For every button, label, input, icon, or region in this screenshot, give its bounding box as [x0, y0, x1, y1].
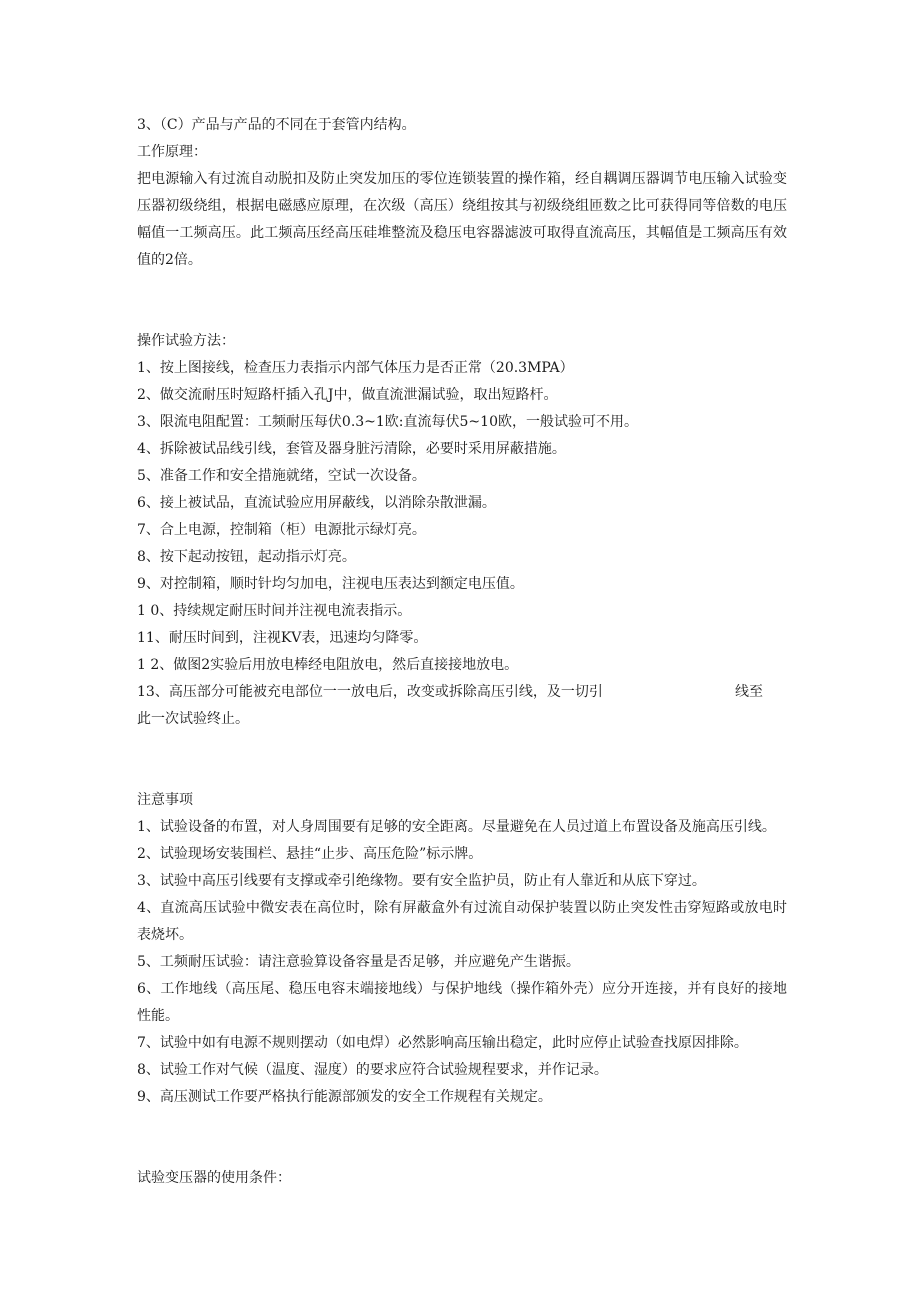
operation-item-13	[137, 679, 787, 706]
notes-item-4: 4、直流高压试验中微安表在高位时，除有屏蔽盒外有过流自动保护装置以防止突发性击穿短路或放电时表烧坏。	[137, 900, 787, 943]
spacer	[137, 733, 787, 760]
notes-item-3: 3、试验中高压引线要有支撑或牵引绝缘物。要有安全监护员，防止有人靠近和从底下穿过。	[137, 873, 706, 889]
document-page	[137, 112, 787, 1192]
operation-item-1: 1、按上图接线，检查压力表指示内部气体压力是否正常（20.3MPA）	[137, 360, 574, 376]
usage-heading: 试验变压器的使用条件：	[137, 1170, 291, 1186]
spacer	[137, 1111, 787, 1138]
notes-item-1: 1、试验设备的布置，对人身周围要有足够的安全距离。尽量避免在人员过道上布置设备及施高压引线。	[137, 819, 776, 835]
notes-item-7: 7、试验中如有电源不规则摆动（如电焊）必然影响高压输出稳定，此时应停止试验查找原因排除。	[137, 1035, 748, 1051]
operation-item-13-continuation: 此一次试验终止。	[137, 711, 249, 727]
spacer	[137, 274, 787, 301]
operation-item-10: 1 0、持续规定耐压时间并注视电流表指示。	[137, 603, 412, 619]
operation-item-13-tail: 线至	[735, 684, 763, 700]
principle-heading: 工作原理：	[137, 144, 207, 160]
notes-item-8: 8、试验工作对气候（温度、湿度）的要求应符合试验规程要求，并作记录。	[137, 1062, 608, 1078]
spacer	[137, 760, 787, 787]
operation-item-8: 8、按下起动按钮，起动指示灯亮。	[137, 549, 356, 565]
operation-item-9: 9、对控制箱，顺时针均匀加电，注视电压表达到额定电压值。	[137, 576, 524, 592]
operation-item-11: 11、耐压时间到，注视KV表，迅速均匀降零。	[137, 630, 428, 646]
notes-item-5: 5、工频耐压试验：请注意验算设备容量是否足够，并应避免产生谐振。	[137, 954, 580, 970]
notes-item-6: 6、工作地线（高压尾、稳压电容末端接地线）与保护地线（操作箱外壳）应分开连接，并有良好的接地性能。	[137, 981, 787, 1024]
operation-heading: 操作试验方法：	[137, 333, 235, 349]
operation-item-12: 1 2、做图2实验后用放电棒经电阻放电，然后直接接地放电。	[137, 657, 519, 673]
operation-item-6: 6、接上被试品，直流试验应用屏蔽线，以消除杂散泄漏。	[137, 495, 496, 511]
operation-item-5: 5、准备工作和安全措施就绪，空试一次设备。	[137, 468, 426, 484]
spacer	[137, 1138, 787, 1165]
operation-item-13-head: 13、高压部分可能被充电部位一一放电后，改变或拆除高压引线，及一切引	[137, 684, 603, 700]
operation-item-2: 2、做交流耐压时短路杆插入孔J中，做直流泄漏试验，取出短路杆。	[137, 387, 558, 403]
notes-item-9: 9、高压测试工作要严格执行能源部颁发的安全工作规程有关规定。	[137, 1089, 552, 1105]
spacer	[137, 301, 787, 328]
operation-item-3: 3、限流电阻配置：工频耐压每伏0.3~1欧:直流每伏5~10欧，一般试验可不用。	[137, 414, 638, 430]
operation-item-7: 7、合上电源，控制箱（柜）电源批示绿灯亮。	[137, 522, 426, 538]
notes-heading: 注意事项	[137, 792, 193, 808]
intro-line: 3、（C）产品与产品的不同在于套管内结构。	[137, 117, 416, 133]
principle-paragraph: 把电源输入有过流自动脱扣及防止突发加压的零位连锁装置的操作箱，经自耦调压器调节电压输入试验变压器初级绕组，根据电磁感应原理，在次级（高压）绕组按其与初级绕组匝数之比可获得同等倍数的电压幅值一工频高压。此工频高压经高压硅堆整流及稳压电容器滤波可取得直流高压，其幅值是工频高压有效值的2倍。	[137, 171, 787, 268]
notes-item-2: 2、试验现场安装围栏、悬挂“止步、高压危险”标示牌。	[137, 846, 483, 862]
operation-item-4: 4、拆除被试品线引线，套管及器身脏污清除，必要时采用屏蔽措施。	[137, 441, 566, 457]
